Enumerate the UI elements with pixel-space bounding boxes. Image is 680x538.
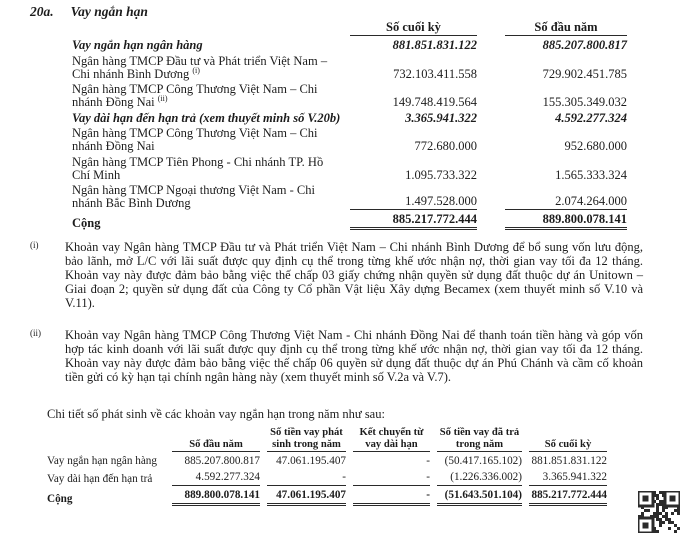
value-ending: 772.680.000 bbox=[414, 139, 477, 153]
row-label-text: Vay ngắn hạn ngân hàng bbox=[72, 38, 203, 52]
t2-col-header: Số tiền vay phát sinh trong năm bbox=[267, 427, 346, 452]
footnotes bbox=[0, 240, 680, 385]
footnote-marker: (i) bbox=[30, 239, 39, 250]
t2-col-header: Số đầu năm bbox=[172, 439, 260, 453]
cell-value: 47.061.195.407 bbox=[276, 455, 346, 468]
section-number: 20a. bbox=[30, 4, 54, 19]
row-label-text: Ngân hàng TMCP Ngoại thương Việt Nam - Chi nhánh Bắc Bình Dương bbox=[72, 183, 315, 210]
t2-row bbox=[47, 452, 607, 468]
value-ending: 881.851.831.122 bbox=[392, 38, 477, 52]
row-label bbox=[72, 83, 350, 109]
value-ending: 1.497.528.000 bbox=[350, 195, 477, 210]
cell-value: 3.365.941.322 bbox=[529, 471, 607, 486]
cell-value: 885.207.800.817 bbox=[184, 455, 260, 468]
total-cell-value: 885.217.772.444 bbox=[529, 489, 607, 506]
total-cell-value: 889.800.078.141 bbox=[172, 489, 260, 506]
t1-row bbox=[72, 112, 627, 125]
t1-row bbox=[72, 156, 627, 182]
row-label-text: Ngân hàng TMCP Công Thương Việt Nam – Chi nhánh Đồng Nai bbox=[72, 82, 318, 109]
total-cell-value: (51.643.501.104) bbox=[437, 489, 522, 506]
section-title: Vay ngắn hạn bbox=[70, 4, 148, 19]
document-page bbox=[0, 5, 680, 506]
loan-movement-table bbox=[47, 424, 607, 506]
row-label-text: Ngân hàng TMCP Công Thương Việt Nam – Chi nhánh Đồng Nai bbox=[72, 126, 318, 153]
row-label-text: Ngân hàng TMCP Tiên Phong - Chi nhánh TP. Hồ Chí Minh bbox=[72, 154, 324, 182]
row-label: Vay ngắn hạn ngân hàng bbox=[47, 455, 157, 468]
value-beginning: 155.305.349.032 bbox=[542, 95, 627, 109]
cell-value: (50.417.165.102) bbox=[444, 455, 522, 468]
footnote-text: Khoản vay Ngân hàng TMCP Công Thương Việt Nam - Chi nhánh Đồng Nai để thanh toán tiền hàng và góp vốn hợp tác kinh doanh với lãi suất được quy định cụ thể trong từng khế ước nhận nợ, thời gian vay tối đa 12 tháng. Khoản vay này được đảm bảo bằng việc thế chấp 06 quyền sử dụng đất thuộc dự án Phú Chánh và cầm cố khoản tiền gửi có kỳ hạn tại chính ngân hàng này (xem thuyết minh số V.2a và V.7). bbox=[65, 327, 643, 385]
cell-value: 881.851.831.122 bbox=[531, 455, 607, 468]
cell-value: - bbox=[267, 471, 346, 486]
value-beginning: 952.680.000 bbox=[564, 139, 627, 153]
footnote bbox=[30, 239, 643, 311]
row-label-text: Vay dài hạn đến hạn trả (xem thuyết minh số V.20b) bbox=[72, 110, 341, 125]
cell-value: 4.592.277.324 bbox=[172, 471, 260, 486]
footnote-ref: (i) bbox=[192, 65, 200, 75]
total-label: Cộng bbox=[72, 215, 101, 230]
value-beginning: 729.902.451.785 bbox=[542, 66, 627, 81]
footnote-ref: (ii) bbox=[157, 93, 168, 103]
t1-header-row bbox=[72, 21, 627, 36]
qr-code-icon bbox=[638, 491, 680, 533]
row-label bbox=[72, 127, 350, 153]
t2-col-header: Số tiền vay đã trả trong năm bbox=[437, 427, 522, 452]
row-label bbox=[72, 156, 350, 182]
t2-total-row bbox=[47, 486, 607, 506]
t1-col-header-ending: Số cuối kỳ bbox=[350, 21, 477, 36]
total-value-beginning: 889.800.078.141 bbox=[505, 213, 627, 230]
value-ending: 732.103.411.558 bbox=[393, 66, 477, 81]
row-label-text: Ngân hàng TMCP Đầu tư và Phát triển Việt Nam – Chi nhánh Bình Dương bbox=[72, 53, 328, 81]
row-label bbox=[72, 39, 350, 52]
t1-col-header-beginning: Số đầu năm bbox=[505, 21, 627, 36]
total-label: Cộng bbox=[47, 493, 73, 506]
t2-row bbox=[47, 468, 607, 486]
total-cell-value: 47.061.195.407 bbox=[267, 489, 346, 506]
t1-row bbox=[72, 184, 627, 210]
t1-row bbox=[72, 127, 627, 153]
value-beginning: 2.074.264.000 bbox=[505, 195, 627, 210]
row-label bbox=[72, 55, 350, 81]
value-beginning: 4.592.277.324 bbox=[555, 110, 627, 125]
total-cell-value: - bbox=[353, 489, 430, 506]
t2-col-header: Số cuối kỳ bbox=[529, 439, 607, 453]
t1-row bbox=[72, 55, 627, 81]
cell-value: - bbox=[353, 471, 430, 486]
t1-row bbox=[72, 83, 627, 109]
row-label bbox=[72, 112, 350, 125]
t2-header-row bbox=[47, 424, 607, 452]
footnote bbox=[30, 327, 643, 385]
row-label: Vay dài hạn đến hạn trả bbox=[47, 473, 153, 486]
row-label bbox=[72, 184, 350, 210]
value-ending: 1.095.733.322 bbox=[405, 167, 477, 182]
t1-row bbox=[72, 39, 627, 52]
footnote-marker: (ii) bbox=[30, 327, 41, 338]
loan-balance-table bbox=[72, 21, 627, 230]
value-beginning: 885.207.800.817 bbox=[542, 38, 627, 52]
cell-value: (1.226.336.002) bbox=[437, 471, 522, 486]
t1-total-row bbox=[72, 213, 627, 230]
total-value-ending: 885.217.772.444 bbox=[350, 213, 477, 230]
t2-col-header: Kết chuyển từ vay dài hạn bbox=[353, 427, 430, 452]
value-ending: 149.748.419.564 bbox=[392, 95, 477, 109]
section-heading bbox=[30, 5, 680, 19]
value-ending: 3.365.941.322 bbox=[405, 110, 477, 125]
footnote-text: Khoản vay Ngân hàng TMCP Đầu tư và Phát triển Việt Nam – Chi nhánh Bình Dương để bổ sung vốn lưu động, bảo lãnh, mở L/C với lãi suất được quy định cụ thể trong từng khế ước nhận nợ, thời gian vay tối đa 12 tháng. Khoản vay này được đảm bảo bằng việc thế chấp 03 giấy chứng nhận quyền sử dụng đất thuộc dự án Unitown – Giai đoạn 2; quyền sử dụng đất của Công ty Cổ phần Vật liệu Xây dựng Becamex (xem thuyết minh số V.10 và V.11). bbox=[65, 239, 643, 311]
detail-intro-text: Chi tiết số phát sinh về các khoản vay ngắn hạn trong năm như sau: bbox=[47, 407, 385, 422]
cell-value: - bbox=[426, 455, 430, 468]
value-beginning: 1.565.333.324 bbox=[555, 167, 627, 182]
